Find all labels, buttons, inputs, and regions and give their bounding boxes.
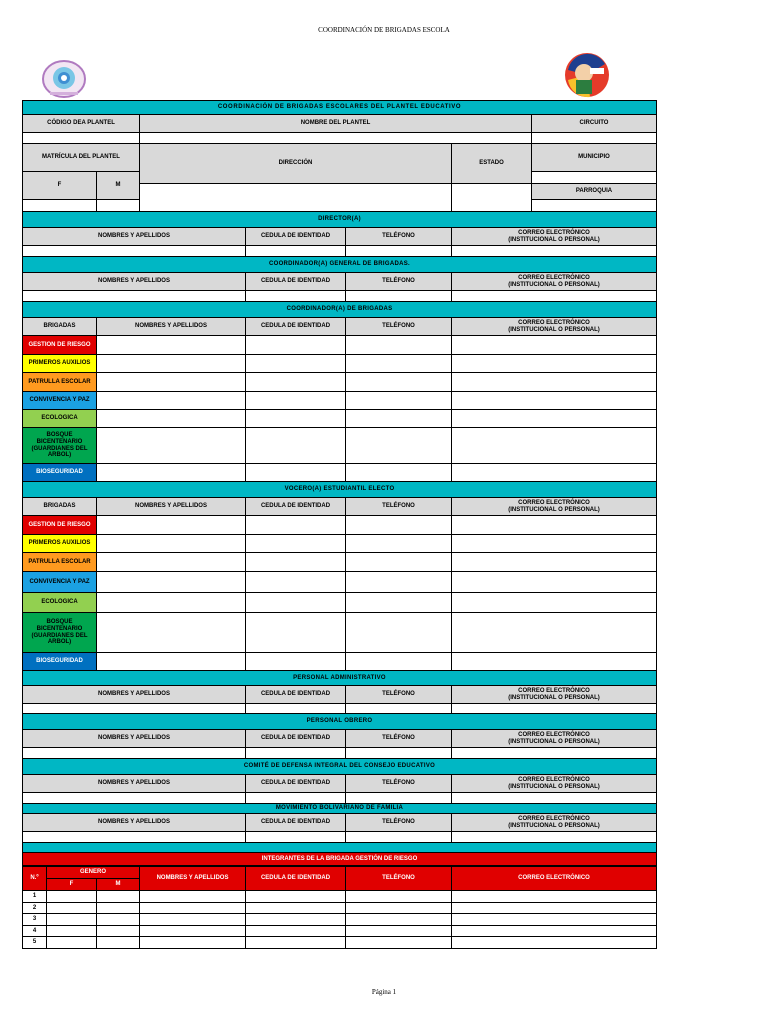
telefono-header: TELÉFONO — [346, 775, 452, 793]
cedula-field[interactable] — [246, 516, 346, 535]
municipio-label: MUNICIPIO — [532, 144, 657, 172]
integrantes-telefono-header: TELÉFONO — [346, 867, 452, 891]
telefono-field[interactable] — [346, 748, 452, 759]
cedula-field[interactable] — [246, 748, 346, 759]
correo-field[interactable] — [452, 748, 657, 759]
nombre-label: NOMBRE DEL PLANTEL — [140, 115, 532, 133]
correo-header-line1: CORREO ELECTRÓNICO — [518, 687, 590, 694]
integrante-nombres-field[interactable] — [140, 914, 246, 926]
integrante-m-field[interactable] — [97, 891, 140, 903]
nombres-field[interactable] — [23, 793, 246, 804]
integrante-row-number: 5 — [23, 937, 47, 949]
integrantes-correo-header: CORREO ELECTRÓNICO — [452, 867, 657, 891]
integrante-f-field[interactable] — [47, 926, 97, 937]
cedula-header: CEDULA DE IDENTIDAD — [246, 318, 346, 336]
correo-header-line1: CORREO ELECTRÓNICO — [518, 815, 590, 822]
cedula-field[interactable] — [246, 553, 346, 572]
telefono-field[interactable] — [346, 464, 452, 482]
circuito-label: CIRCUITO — [532, 115, 657, 133]
correo-header-line2: (INSTITUCIONAL O PERSONAL) — [508, 694, 600, 701]
section-comite-defensa: COMITÉ DE DEFENSA INTEGRAL DEL CONSEJO EDUCATIVO — [23, 759, 657, 775]
integrante-correo-field[interactable] — [452, 903, 657, 914]
section-personal-administrativo: PERSONAL ADMINISTRATIVO — [23, 671, 657, 686]
correo-field[interactable] — [452, 613, 657, 653]
cedula-field[interactable] — [246, 613, 346, 653]
telefono-field[interactable] — [346, 516, 452, 535]
nombres-field[interactable] — [97, 553, 246, 572]
correo-field[interactable] — [452, 410, 657, 428]
correo-field[interactable] — [452, 464, 657, 482]
telefono-header: TELÉFONO — [346, 686, 452, 704]
integrantes-m-header: M — [97, 879, 140, 891]
correo-header — [452, 686, 657, 704]
brigada-patrulla-escolar: PATRULLA ESCOLAR — [23, 553, 97, 572]
correo-field[interactable] — [452, 535, 657, 553]
correo-header — [452, 814, 657, 832]
integrante-m-field[interactable] — [97, 914, 140, 926]
integrantes-table — [22, 866, 657, 949]
nombres-field[interactable] — [97, 593, 246, 613]
brigadas-header: BRIGADAS — [23, 498, 97, 516]
nombres-field[interactable] — [97, 516, 246, 535]
telefono-header: TELÉFONO — [346, 730, 452, 748]
correo-field[interactable] — [452, 653, 657, 671]
brigada-primeros-auxilios: PRIMEROS AUXILIOS — [23, 355, 97, 373]
brigadas-form — [22, 100, 656, 949]
cedula-field[interactable] — [246, 572, 346, 593]
f-label: F — [23, 172, 97, 200]
correo-field[interactable] — [452, 593, 657, 613]
cedula-field[interactable] — [246, 593, 346, 613]
matricula-label: MATRÍCULA DEL PLANTEL — [23, 144, 140, 172]
cedula-field[interactable] — [246, 336, 346, 355]
correo-field[interactable] — [452, 516, 657, 535]
cedula-header: CEDULA DE IDENTIDAD — [246, 228, 346, 246]
integrante-correo-field[interactable] — [452, 926, 657, 937]
cedula-header: CEDULA DE IDENTIDAD — [246, 730, 346, 748]
f-field[interactable] — [23, 200, 97, 212]
cedula-field[interactable] — [246, 373, 346, 392]
telefono-field[interactable] — [346, 704, 452, 714]
cedula-field[interactable] — [246, 704, 346, 714]
section-integrantes-gestion-riesgo: INTEGRANTES DE LA BRIGADA GESTIÓN DE RIESGO — [23, 853, 657, 866]
correo-header — [452, 775, 657, 793]
brigada-bioseguridad: BIOSEGURIDAD — [23, 653, 97, 671]
section-personal-obrero: PERSONAL OBRERO — [23, 714, 657, 730]
direccion-label: DIRECCIÓN — [140, 144, 452, 184]
integrante-cedula-field[interactable] — [246, 926, 346, 937]
correo-field[interactable] — [452, 704, 657, 714]
section-movimiento-familia: MOVIMIENTO BOLIVARIANO DE FAMILIA — [23, 804, 657, 814]
correo-field[interactable] — [452, 553, 657, 572]
integrantes-genero-header: GENERO — [47, 867, 140, 879]
parroquia-field[interactable] — [532, 200, 657, 212]
cedula-field[interactable] — [246, 410, 346, 428]
integrantes-f-header: F — [47, 879, 97, 891]
correo-field[interactable] — [452, 793, 657, 804]
correo-header-line2: (INSTITUCIONAL O PERSONAL) — [508, 506, 600, 513]
nombres-field[interactable] — [97, 613, 246, 653]
codigo-label: CÓDIGO DEA PLANTEL — [23, 115, 140, 133]
integrante-row-number: 2 — [23, 903, 47, 914]
m-label: M — [97, 172, 140, 200]
correo-header-line2: (INSTITUCIONAL O PERSONAL) — [508, 326, 600, 333]
brigada-gestion-riesgo: GESTION DE RIESGO — [23, 516, 97, 535]
nombre-field[interactable] — [140, 133, 532, 144]
nombres-field[interactable] — [97, 428, 246, 464]
integrante-correo-field[interactable] — [452, 937, 657, 949]
correo-header-line1: CORREO ELECTRÓNICO — [518, 776, 590, 783]
telefono-field[interactable] — [346, 246, 452, 257]
integrante-telefono-field[interactable] — [346, 903, 452, 914]
circuito-field[interactable] — [532, 133, 657, 144]
parroquia-label: PARROQUIA — [532, 184, 657, 200]
telefono-field[interactable] — [346, 832, 452, 843]
cedula-header: CEDULA DE IDENTIDAD — [246, 814, 346, 832]
integrante-cedula-field[interactable] — [246, 914, 346, 926]
brigadas-header: BRIGADAS — [23, 318, 97, 336]
correo-field[interactable] — [452, 392, 657, 410]
integrante-nombres-field[interactable] — [140, 937, 246, 949]
integrantes-cedula-header: CEDULA DE IDENTIDAD — [246, 867, 346, 891]
cedula-field[interactable] — [246, 291, 346, 302]
integrante-telefono-field[interactable] — [346, 914, 452, 926]
correo-field[interactable] — [452, 428, 657, 464]
brigada-convivencia-paz: CONVIVENCIA Y PAZ — [23, 392, 97, 410]
integrante-row-number: 3 — [23, 914, 47, 926]
nombres-field[interactable] — [97, 535, 246, 553]
nombres-field[interactable] — [97, 392, 246, 410]
telefono-header: TELÉFONO — [346, 498, 452, 516]
direccion-field[interactable] — [140, 184, 452, 212]
correo-header-line2: (INSTITUCIONAL O PERSONAL) — [508, 822, 600, 829]
municipio-field[interactable] — [532, 172, 657, 184]
integrante-m-field[interactable] — [97, 926, 140, 937]
correo-field[interactable] — [452, 246, 657, 257]
brigada-bioseguridad: BIOSEGURIDAD — [23, 464, 97, 482]
estado-field[interactable] — [452, 184, 532, 212]
integrante-f-field[interactable] — [47, 891, 97, 903]
nombres-field[interactable] — [23, 832, 246, 843]
section-director: DIRECTOR(A) — [23, 212, 657, 228]
integrante-telefono-field[interactable] — [346, 937, 452, 949]
correo-field[interactable] — [452, 373, 657, 392]
telefono-field[interactable] — [346, 336, 452, 355]
correo-header — [452, 228, 657, 246]
integrantes-nombres-header: NOMBRES Y APELLIDOS — [140, 867, 246, 891]
correo-header — [452, 318, 657, 336]
cedula-field[interactable] — [246, 464, 346, 482]
telefono-field[interactable] — [346, 392, 452, 410]
nombres-header: NOMBRES Y APELLIDOS — [23, 730, 246, 748]
correo-header-line2: (INSTITUCIONAL O PERSONAL) — [508, 783, 600, 790]
integrante-nombres-field[interactable] — [140, 926, 246, 937]
nombres-header: NOMBRES Y APELLIDOS — [97, 498, 246, 516]
correo-field[interactable] — [452, 355, 657, 373]
section-coordinador-brigadas: COORDINADOR(A) DE BRIGADAS — [23, 302, 657, 318]
cedula-header: CEDULA DE IDENTIDAD — [246, 686, 346, 704]
telefono-field[interactable] — [346, 593, 452, 613]
nombres-header: NOMBRES Y APELLIDOS — [23, 273, 246, 291]
telefono-header: TELÉFONO — [346, 228, 452, 246]
telefono-field[interactable] — [346, 793, 452, 804]
correo-header-line2: (INSTITUCIONAL O PERSONAL) — [508, 738, 600, 745]
nombres-field[interactable] — [23, 748, 246, 759]
integrante-m-field[interactable] — [97, 903, 140, 914]
brigada-patrulla-escolar: PATRULLA ESCOLAR — [23, 373, 97, 392]
page-footer: Página 1 — [371, 988, 397, 996]
codigo-field[interactable] — [23, 133, 140, 144]
integrante-cedula-field[interactable] — [246, 903, 346, 914]
nombres-field[interactable] — [97, 572, 246, 593]
cedula-field[interactable] — [246, 428, 346, 464]
integrante-telefono-field[interactable] — [346, 926, 452, 937]
integrante-f-field[interactable] — [47, 937, 97, 949]
nombres-field[interactable] — [23, 704, 246, 714]
section-coordinador-general: COORDINADOR(A) GENERAL DE BRIGADAS. — [23, 257, 657, 273]
correo-header — [452, 273, 657, 291]
cedula-field[interactable] — [246, 535, 346, 553]
section-vocero: VOCERO(A) ESTUDIANTIL ELECTO — [23, 482, 657, 498]
correo-header — [452, 498, 657, 516]
cedula-field[interactable] — [246, 392, 346, 410]
brigada-bosque-bicentenario: BOSQUE BICENTENARIO (GUARDIANES DEL ARBOL) — [23, 428, 97, 464]
nombres-field[interactable] — [97, 355, 246, 373]
integrante-nombres-field[interactable] — [140, 891, 246, 903]
integrante-cedula-field[interactable] — [246, 937, 346, 949]
m-field[interactable] — [97, 200, 140, 212]
telefono-field[interactable] — [346, 653, 452, 671]
nombres-header: NOMBRES Y APELLIDOS — [23, 775, 246, 793]
cedula-header: CEDULA DE IDENTIDAD — [246, 273, 346, 291]
brigada-bosque-bicentenario: BOSQUE BICENTENARIO (GUARDIANES DEL ARBOL) — [23, 613, 97, 653]
telefono-field[interactable] — [346, 613, 452, 653]
integrante-row-number: 4 — [23, 926, 47, 937]
nombres-field[interactable] — [97, 410, 246, 428]
nombres-header: NOMBRES Y APELLIDOS — [97, 318, 246, 336]
correo-header-line1: CORREO ELECTRÓNICO — [518, 499, 590, 506]
brigada-primeros-auxilios: PRIMEROS AUXILIOS — [23, 535, 97, 553]
cedula-field[interactable] — [246, 793, 346, 804]
nombres-field[interactable] — [97, 373, 246, 392]
cedula-field[interactable] — [246, 246, 346, 257]
brigada-gestion-riesgo: GESTION DE RIESGO — [23, 336, 97, 355]
nombres-header: NOMBRES Y APELLIDOS — [23, 686, 246, 704]
telefono-field[interactable] — [346, 291, 452, 302]
section-spacer-bar — [23, 843, 657, 853]
nombres-header: NOMBRES Y APELLIDOS — [23, 814, 246, 832]
telefono-field[interactable] — [346, 373, 452, 392]
correo-field[interactable] — [452, 832, 657, 843]
telefono-header: TELÉFONO — [346, 318, 452, 336]
correo-header-line1: CORREO ELECTRÓNICO — [518, 274, 590, 281]
correo-header-line1: CORREO ELECTRÓNICO — [518, 731, 590, 738]
telefono-field[interactable] — [346, 355, 452, 373]
integrantes-n-header: N.º — [23, 867, 47, 891]
integrante-nombres-field[interactable] — [140, 903, 246, 914]
integrante-f-field[interactable] — [47, 903, 97, 914]
correo-field[interactable] — [452, 572, 657, 593]
integrante-f-field[interactable] — [47, 914, 97, 926]
telefono-header: TELÉFONO — [346, 814, 452, 832]
correo-field[interactable] — [452, 291, 657, 302]
correo-header-line1: CORREO ELECTRÓNICO — [518, 319, 590, 326]
correo-header — [452, 730, 657, 748]
brigada-ecologica: ECOLOGICA — [23, 593, 97, 613]
integrante-row-number: 1 — [23, 891, 47, 903]
cedula-header: CEDULA DE IDENTIDAD — [246, 775, 346, 793]
integrante-m-field[interactable] — [97, 937, 140, 949]
nombres-field[interactable] — [97, 464, 246, 482]
cedula-field[interactable] — [246, 653, 346, 671]
telefono-field[interactable] — [346, 553, 452, 572]
integrante-correo-field[interactable] — [452, 891, 657, 903]
correo-header-line2: (INSTITUCIONAL O PERSONAL) — [508, 281, 600, 288]
telefono-field[interactable] — [346, 410, 452, 428]
brigada-ecologica: ECOLOGICA — [23, 410, 97, 428]
cedula-header: CEDULA DE IDENTIDAD — [246, 498, 346, 516]
integrante-telefono-field[interactable] — [346, 891, 452, 903]
nombres-header: NOMBRES Y APELLIDOS — [23, 228, 246, 246]
correo-header-line1: CORREO ELECTRÓNICO — [518, 229, 590, 236]
integrante-correo-field[interactable] — [452, 914, 657, 926]
nombres-field[interactable] — [23, 246, 246, 257]
correo-field[interactable] — [452, 336, 657, 355]
telefono-field[interactable] — [346, 428, 452, 464]
telefono-header: TELÉFONO — [346, 273, 452, 291]
telefono-field[interactable] — [346, 572, 452, 593]
nombres-field[interactable] — [23, 291, 246, 302]
cedula-field[interactable] — [246, 355, 346, 373]
nombres-field[interactable] — [97, 653, 246, 671]
nombres-field[interactable] — [97, 336, 246, 355]
cedula-field[interactable] — [246, 832, 346, 843]
page-header: COORDINACIÓN DE BRIGADAS ESCOLA — [318, 26, 450, 34]
telefono-field[interactable] — [346, 535, 452, 553]
correo-header-line2: (INSTITUCIONAL O PERSONAL) — [508, 236, 600, 243]
estado-label: ESTADO — [452, 144, 532, 184]
institution-logo-left — [40, 58, 88, 100]
brigada-convivencia-paz: CONVIVENCIA Y PAZ — [23, 572, 97, 593]
form-table — [22, 100, 657, 866]
integrante-cedula-field[interactable] — [246, 891, 346, 903]
brigadas-logo-right — [560, 50, 612, 100]
form-title: COORDINACIÓN DE BRIGADAS ESCOLARES DEL PLANTEL EDUCATIVO — [23, 101, 657, 115]
